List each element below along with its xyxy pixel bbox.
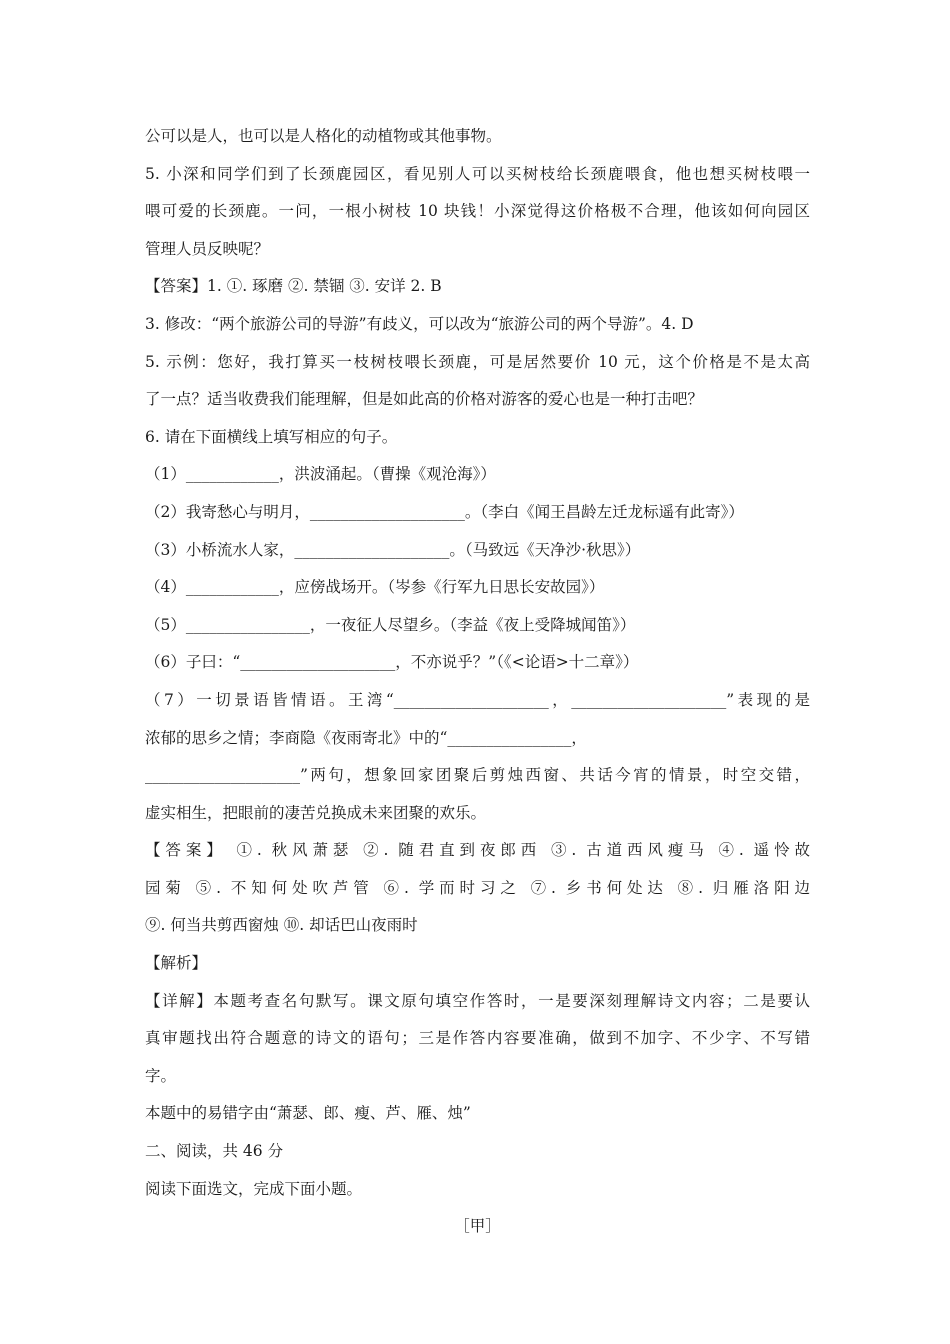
text-line: 【答案】1. ①. 琢磨 ②. 禁锢 ③. 安详 2. B — [145, 277, 442, 296]
text-line: 喂可爱的长颈鹿。一问，一根小树枝 10 块钱！小深觉得这价格极不合理，他该如何向园区 — [145, 202, 810, 221]
text-line: ⑨. 何当共剪西窗烛 ⑩. 却话巴山夜雨时 — [145, 916, 418, 935]
text-line: 了一点？适当收费我们能理解，但是如此高的价格对游客的爱心也是一种打击吧？ — [145, 390, 704, 409]
text-line: （2）我寄愁心与明月，____________________。（李白《闻王昌龄左迁龙标遥有此寄》） — [145, 502, 744, 521]
text-line: 5. 小深和同学们到了长颈鹿园区，看见别人可以买树枝给长颈鹿喂食，他也想买树枝喂一 — [145, 164, 810, 183]
text-line: 本题中的易错字由“萧瑟、郎、瘦、芦、雁、烛” — [145, 1104, 471, 1123]
text-line: 【解析】 — [145, 954, 208, 973]
text-line: 管理人员反映呢？ — [145, 239, 270, 258]
text-line: 6. 请在下面横线上填写相应的句子。 — [145, 427, 398, 446]
text-line: （7）一切景语皆情语。王湾“____________________，____________________”表现的是 — [145, 690, 810, 709]
text-line: 【答案】 ①. 秋风萧瑟 ②. 随君直到夜郎西 ③. 古道西风瘦马 ④. 遥怜故 — [145, 841, 810, 860]
text-line: （4）____________，应傍战场开。（岑参《行军九日思长安故园》） — [145, 578, 605, 597]
text-line: 阅读下面选文，完成下面小题。 — [145, 1179, 363, 1198]
text-line: 园菊 ⑤. 不知何处吹芦管 ⑥. 学而时习之 ⑦. 乡书何处达 ⑧. 归雁洛阳边 — [145, 878, 810, 897]
text-line: 公可以是人，也可以是人格化的动植物或其他事物。 — [145, 127, 502, 145]
text-line: 5. 示例：您好，我打算买一枝树枝喂长颈鹿，可是居然要价 10 元，这个价格是不是太高 — [145, 352, 810, 371]
text-line: ____________________”两句，想象回家团聚后剪烛西窗、共话今宵的情景，时空交错， — [145, 766, 810, 785]
text-line: 虚实相生，把眼前的凄苦兑换成未来团聚的欢乐。 — [145, 803, 487, 822]
text-line: （3）小桥流水人家，____________________。（马致远《天净沙·秋思》） — [145, 540, 641, 559]
text-line: （5）________________，一夜征人尽望乡。（李益《夜上受降城闻笛》） — [145, 615, 636, 634]
text-line: 3. 修改：“两个旅游公司的导游”有歧义，可以改为“旅游公司的两个导游”。4. D — [145, 314, 694, 333]
text-line: 字。 — [145, 1066, 177, 1085]
text-line: 【详解】本题考查名句默写。课文原句填空作答时，一是要深刻理解诗文内容；二是要认 — [145, 991, 810, 1010]
text-line: 浓郁的思乡之情；李商隐《夜雨寄北》中的“________________， — [145, 728, 587, 747]
document-body — [145, 118, 810, 1246]
text-line: ［甲］ — [454, 1217, 501, 1236]
text-line: （6）子曰：“____________________，不亦说乎？”（《<论语>十二章》） — [145, 653, 639, 672]
text-line: 二、阅读，共 46 分 — [145, 1142, 284, 1161]
text-line: 真审题找出符合题意的诗文的语句；三是作答内容要准确，做到不加字、不少字、不写错 — [145, 1029, 810, 1048]
text-line: （1）____________，洪波涌起。（曹操《观沧海》） — [145, 465, 496, 484]
